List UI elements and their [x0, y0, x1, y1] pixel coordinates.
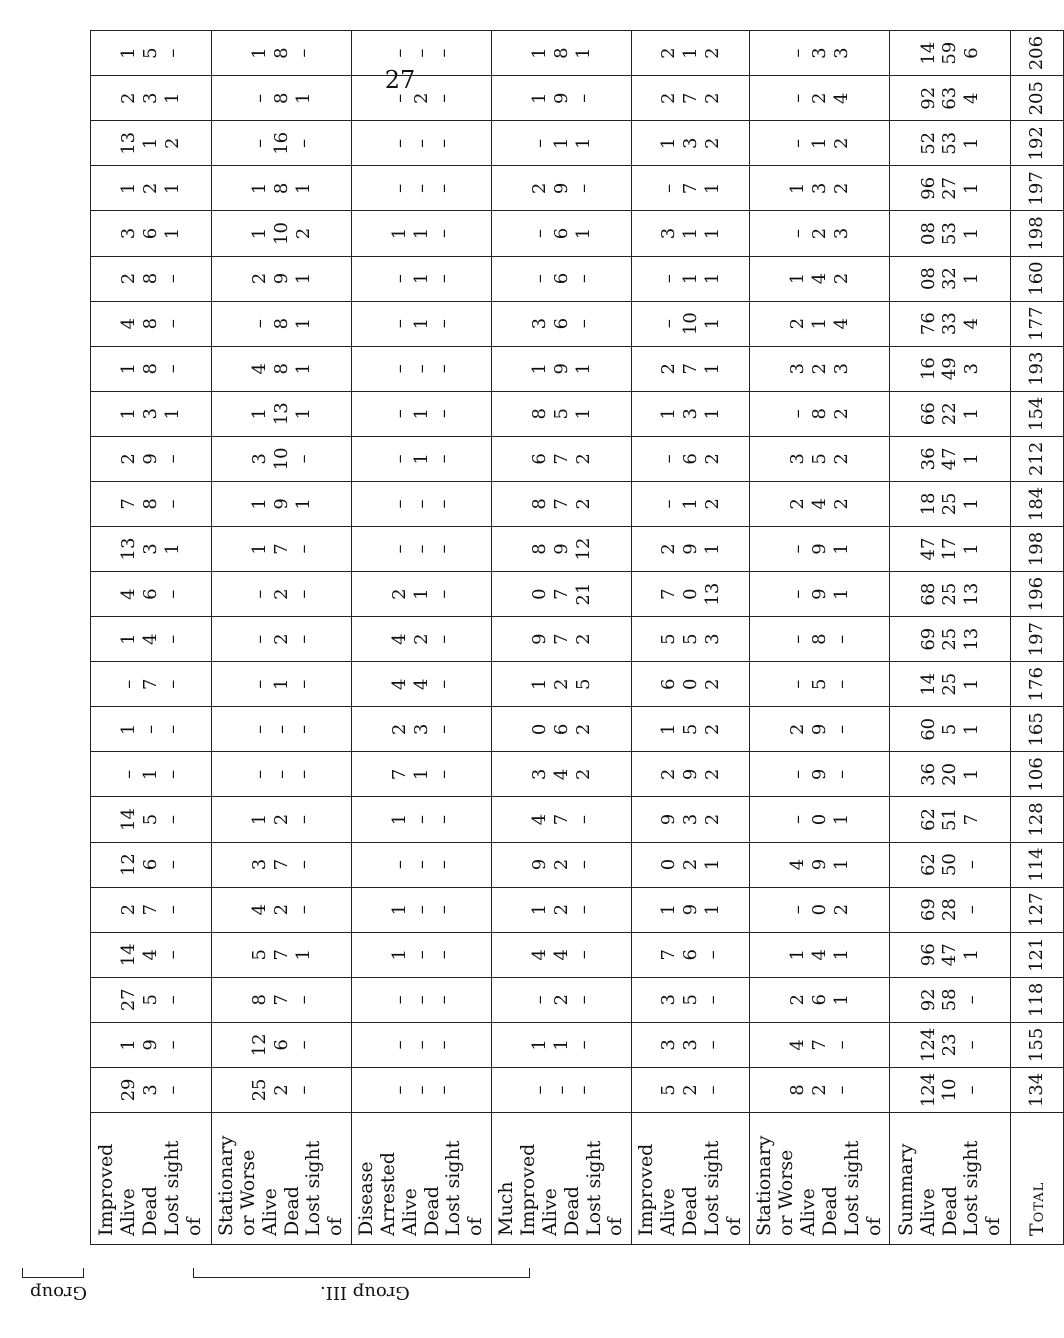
- table-cell: 4 6 –: [91, 572, 212, 617]
- table-cell: 2 4 2: [750, 481, 890, 526]
- table-cell: 212: [1011, 436, 1064, 481]
- table-cell: 1 4 –: [91, 617, 212, 662]
- table-cell: 1 3 2: [750, 166, 890, 211]
- table-cell: 14 59 6: [890, 31, 1011, 76]
- table-cell: 4 8 1: [212, 346, 352, 391]
- table-cell: 118: [1011, 977, 1064, 1022]
- table-cell: 5 2 –: [632, 1067, 750, 1112]
- table-cell: – 1 –: [352, 256, 492, 301]
- table-cell: 1 9 1: [492, 346, 632, 391]
- table-cell: 1 – –: [352, 797, 492, 842]
- table-cell: 76 33 4: [890, 301, 1011, 346]
- table-cell: 3 10 –: [212, 436, 352, 481]
- table-cell: – 2 4: [750, 76, 890, 121]
- table-cell: 196: [1011, 572, 1064, 617]
- table-cell: 69 25 13: [890, 617, 1011, 662]
- table-cell: 14 25 1: [890, 662, 1011, 707]
- table-cell: 177: [1011, 301, 1064, 346]
- row-label: Total: [1011, 1113, 1064, 1245]
- table-cell: 2 7 1: [632, 346, 750, 391]
- table-cell: 13 3 1: [91, 526, 212, 571]
- table-cell: 1 2 –: [492, 887, 632, 932]
- table-cell: – – –: [352, 977, 492, 1022]
- table-cell: – – –: [352, 166, 492, 211]
- table-cell: – – –: [352, 121, 492, 166]
- row-label: Stationary or Worse Alive Dead Lost sight of: [212, 1113, 352, 1245]
- table-cell: 1 4 1: [750, 932, 890, 977]
- table-cell: – 1 –: [352, 436, 492, 481]
- table-cell: – – –: [352, 842, 492, 887]
- rotated-table-wrapper: [90, 30, 1048, 1245]
- table-cell: 9 7 2: [492, 617, 632, 662]
- table-cell: 0 7 21: [492, 572, 632, 617]
- table-cell: 127: [1011, 887, 1064, 932]
- table-cell: 3 2 3: [750, 346, 890, 391]
- table-cell: 66 22 1: [890, 391, 1011, 436]
- table-cell: 1 9 –: [91, 1022, 212, 1067]
- table-cell: 1 5 2: [632, 707, 750, 752]
- table-cell: – – –: [212, 707, 352, 752]
- table-cell: 12 6 –: [91, 842, 212, 887]
- row-label: Improved Alive Dead Lost sight of: [91, 1113, 212, 1245]
- table-cell: 2 9 2: [632, 752, 750, 797]
- table-cell: 1 13 1: [212, 391, 352, 436]
- table-cell: 1 1 –: [492, 1022, 632, 1067]
- table-cell: 1 8 1: [492, 31, 632, 76]
- table-cell: 29 3 –: [91, 1067, 212, 1112]
- table-cell: – 2 –: [352, 76, 492, 121]
- table-cell: 128: [1011, 797, 1064, 842]
- table-cell: 8 9 12: [492, 526, 632, 571]
- table-cell: – 7 1: [632, 166, 750, 211]
- row-label: Summary Alive Dead Lost sight of: [890, 1113, 1011, 1245]
- table-cell: 0 2 1: [632, 842, 750, 887]
- table-cell: 6 0 2: [632, 662, 750, 707]
- table-cell: – 16 –: [212, 121, 352, 166]
- table-cell: 96 47 1: [890, 932, 1011, 977]
- table-cell: 13 1 2: [91, 121, 212, 166]
- table-cell: 60 5 1: [890, 707, 1011, 752]
- table-cell: – 8 1: [212, 301, 352, 346]
- table-cell: – 8 2: [750, 391, 890, 436]
- table-cell: 69 28 –: [890, 887, 1011, 932]
- table-cell: – 2 3: [750, 211, 890, 256]
- table-cell: – 10 1: [632, 301, 750, 346]
- table-cell: 4 4 –: [492, 932, 632, 977]
- table-cell: 2 3 1: [91, 76, 212, 121]
- table-cell: 12 6 –: [212, 1022, 352, 1067]
- row-label: Much Improved Alive Dead Lost sight of: [492, 1113, 632, 1245]
- table-cell: – 3 3: [750, 31, 890, 76]
- table-cell: – – –: [352, 1022, 492, 1067]
- table-row: [1011, 31, 1064, 1245]
- table-cell: 1 3 1: [91, 391, 212, 436]
- table-cell: 1 2 1: [91, 166, 212, 211]
- table-cell: 4 2 –: [352, 617, 492, 662]
- table-cell: – 1 1: [632, 256, 750, 301]
- table-cell: – 6 1: [492, 211, 632, 256]
- table-cell: 92 63 4: [890, 76, 1011, 121]
- table-cell: 2 1 2: [632, 31, 750, 76]
- table-cell: 1 9 –: [492, 76, 632, 121]
- table-cell: 52 53 1: [890, 121, 1011, 166]
- table-cell: – 1 –: [352, 301, 492, 346]
- table-cell: 7 6 –: [632, 932, 750, 977]
- table-cell: 198: [1011, 211, 1064, 256]
- table-cell: 2 6 1: [750, 977, 890, 1022]
- table-cell: 1 1 –: [352, 211, 492, 256]
- table-cell: 3 5 2: [750, 436, 890, 481]
- table-cell: 2 9 –: [492, 166, 632, 211]
- table-cell: 2 9 –: [750, 707, 890, 752]
- table-row: [632, 31, 750, 1245]
- table-cell: 205: [1011, 76, 1064, 121]
- table-cell: – 1 1: [492, 121, 632, 166]
- table-cell: 08 53 1: [890, 211, 1011, 256]
- table-cell: 3 4 2: [492, 752, 632, 797]
- group-iii-label: Group III.: [320, 1282, 410, 1303]
- page-number: 27: [384, 66, 416, 94]
- table-cell: 4 4 –: [352, 662, 492, 707]
- table-row: [750, 31, 890, 1245]
- table-cell: 36 47 1: [890, 436, 1011, 481]
- table-cell: 124 23 –: [890, 1022, 1011, 1067]
- table-cell: 3 6 –: [492, 301, 632, 346]
- table-cell: 155: [1011, 1022, 1064, 1067]
- table-cell: 4 9 1: [750, 842, 890, 887]
- table-cell: 1 5 –: [91, 31, 212, 76]
- table-row: [492, 31, 632, 1245]
- table-cell: 165: [1011, 707, 1064, 752]
- group-i-label: Group: [30, 1282, 87, 1303]
- table-cell: 1 8 1: [212, 166, 352, 211]
- table-cell: – 8 –: [750, 617, 890, 662]
- table-cell: 4 2 –: [212, 887, 352, 932]
- table-cell: 184: [1011, 481, 1064, 526]
- table-cell: 197: [1011, 166, 1064, 211]
- table-cell: 134: [1011, 1067, 1064, 1112]
- table-cell: – 5 –: [750, 662, 890, 707]
- table-cell: – – –: [352, 1067, 492, 1112]
- table-cell: 2 1 –: [352, 572, 492, 617]
- table-cell: 2 3 –: [352, 707, 492, 752]
- table-cell: 1 3 1: [632, 391, 750, 436]
- table-cell: 27 5 –: [91, 977, 212, 1022]
- table-cell: – 1 2: [750, 121, 890, 166]
- table-cell: 14 5 –: [91, 797, 212, 842]
- table-cell: – – –: [352, 481, 492, 526]
- table-cell: – 1 –: [91, 752, 212, 797]
- table-cell: – – –: [352, 346, 492, 391]
- table-cell: 8 2 –: [750, 1067, 890, 1112]
- table-cell: – 0 1: [750, 797, 890, 842]
- results-table: [90, 30, 1064, 1245]
- table-cell: 1 7 –: [212, 526, 352, 571]
- table-cell: 3 6 1: [91, 211, 212, 256]
- table-cell: – 7 –: [91, 662, 212, 707]
- table-cell: 0 6 2: [492, 707, 632, 752]
- table-cell: 47 17 1: [890, 526, 1011, 571]
- table-cell: – – –: [352, 526, 492, 571]
- table-row: [91, 31, 212, 1245]
- table-cell: 2 9 1: [632, 526, 750, 571]
- table-cell: – – –: [352, 31, 492, 76]
- table-cell: 8 7 –: [212, 977, 352, 1022]
- table-cell: 3 5 –: [632, 977, 750, 1022]
- table-cell: – 2 –: [492, 977, 632, 1022]
- table-cell: 1 2 5: [492, 662, 632, 707]
- table-cell: 7 0 13: [632, 572, 750, 617]
- table-cell: 4 8 –: [91, 301, 212, 346]
- row-label: Stationary or Worse Alive Dead Lost sight of: [750, 1113, 890, 1245]
- table-cell: 2 9 –: [91, 436, 212, 481]
- table-cell: 124 10 –: [890, 1067, 1011, 1112]
- table-cell: 2 7 2: [632, 76, 750, 121]
- table-cell: 14 4 –: [91, 932, 212, 977]
- table-cell: 9 3 2: [632, 797, 750, 842]
- table-cell: 193: [1011, 346, 1064, 391]
- table-cell: 18 25 1: [890, 481, 1011, 526]
- table-cell: – 9 1: [750, 572, 890, 617]
- table-cell: – 6 2: [632, 436, 750, 481]
- table-cell: – 8 1: [212, 76, 352, 121]
- table-cell: 92 58 –: [890, 977, 1011, 1022]
- table-cell: 160: [1011, 256, 1064, 301]
- table-cell: 1 – –: [91, 707, 212, 752]
- table-cell: 08 32 1: [890, 256, 1011, 301]
- group-i-brace: [22, 1268, 84, 1278]
- row-label: Improved Alive Dead Lost sight of: [632, 1113, 750, 1245]
- table-cell: – 2 –: [212, 617, 352, 662]
- table-cell: 121: [1011, 932, 1064, 977]
- table-cell: 1 2 –: [212, 797, 352, 842]
- table-cell: – 9 –: [750, 752, 890, 797]
- table-cell: – 9 1: [750, 526, 890, 571]
- table-cell: – 0 2: [750, 887, 890, 932]
- table-cell: 192: [1011, 121, 1064, 166]
- table-cell: 25 2 –: [212, 1067, 352, 1112]
- table-cell: 9 2 –: [492, 842, 632, 887]
- table-cell: 206: [1011, 31, 1064, 76]
- table-cell: – 2 –: [212, 572, 352, 617]
- table-cell: 1 8 –: [212, 31, 352, 76]
- table-cell: 68 25 13: [890, 572, 1011, 617]
- table-cell: 3 7 –: [212, 842, 352, 887]
- table-cell: 5 5 3: [632, 617, 750, 662]
- table-cell: 62 51 7: [890, 797, 1011, 842]
- group-iii-brace: [193, 1268, 530, 1278]
- table-cell: 62 50 –: [890, 842, 1011, 887]
- table-cell: – – –: [492, 1067, 632, 1112]
- table-cell: 36 20 1: [890, 752, 1011, 797]
- table-cell: 1 9 1: [632, 887, 750, 932]
- table-cell: 197: [1011, 617, 1064, 662]
- table-cell: – 6 –: [492, 256, 632, 301]
- table-cell: 1 10 2: [212, 211, 352, 256]
- table-cell: 4 7 –: [750, 1022, 890, 1067]
- table-cell: – 1 –: [352, 391, 492, 436]
- table-cell: 4 7 –: [492, 797, 632, 842]
- table-cell: 2 1 4: [750, 301, 890, 346]
- table-cell: 154: [1011, 391, 1064, 436]
- table-cell: 6 7 2: [492, 436, 632, 481]
- table-cell: 1 – –: [352, 887, 492, 932]
- table-row: [890, 31, 1011, 1245]
- table-cell: 96 27 1: [890, 166, 1011, 211]
- table-row: [212, 31, 352, 1245]
- table-cell: – 1 –: [212, 662, 352, 707]
- table-cell: 7 8 –: [91, 481, 212, 526]
- table-cell: – – –: [212, 752, 352, 797]
- table-cell: 198: [1011, 526, 1064, 571]
- table-row: [352, 31, 492, 1245]
- table-cell: 1 4 2: [750, 256, 890, 301]
- table-cell: 1 8 –: [91, 346, 212, 391]
- table-cell: 1 – –: [352, 932, 492, 977]
- table-cell: 106: [1011, 752, 1064, 797]
- row-label: Disease Arrested Alive Dead Lost sight of: [352, 1113, 492, 1245]
- table-cell: 1 3 2: [632, 121, 750, 166]
- table-cell: 16 49 3: [890, 346, 1011, 391]
- table-cell: 3 1 1: [632, 211, 750, 256]
- table-cell: – 1 2: [632, 481, 750, 526]
- table-cell: 3 3 –: [632, 1022, 750, 1067]
- table-cell: 1 9 1: [212, 481, 352, 526]
- table-cell: 7 1 –: [352, 752, 492, 797]
- table-cell: 8 7 2: [492, 481, 632, 526]
- group-labels: [0, 1268, 800, 1338]
- table-cell: 176: [1011, 662, 1064, 707]
- table-cell: 2 7 –: [91, 887, 212, 932]
- table-cell: 2 8 –: [91, 256, 212, 301]
- table-cell: 114: [1011, 842, 1064, 887]
- table-cell: 8 5 1: [492, 391, 632, 436]
- table-cell: 5 7 1: [212, 932, 352, 977]
- table-cell: 2 9 1: [212, 256, 352, 301]
